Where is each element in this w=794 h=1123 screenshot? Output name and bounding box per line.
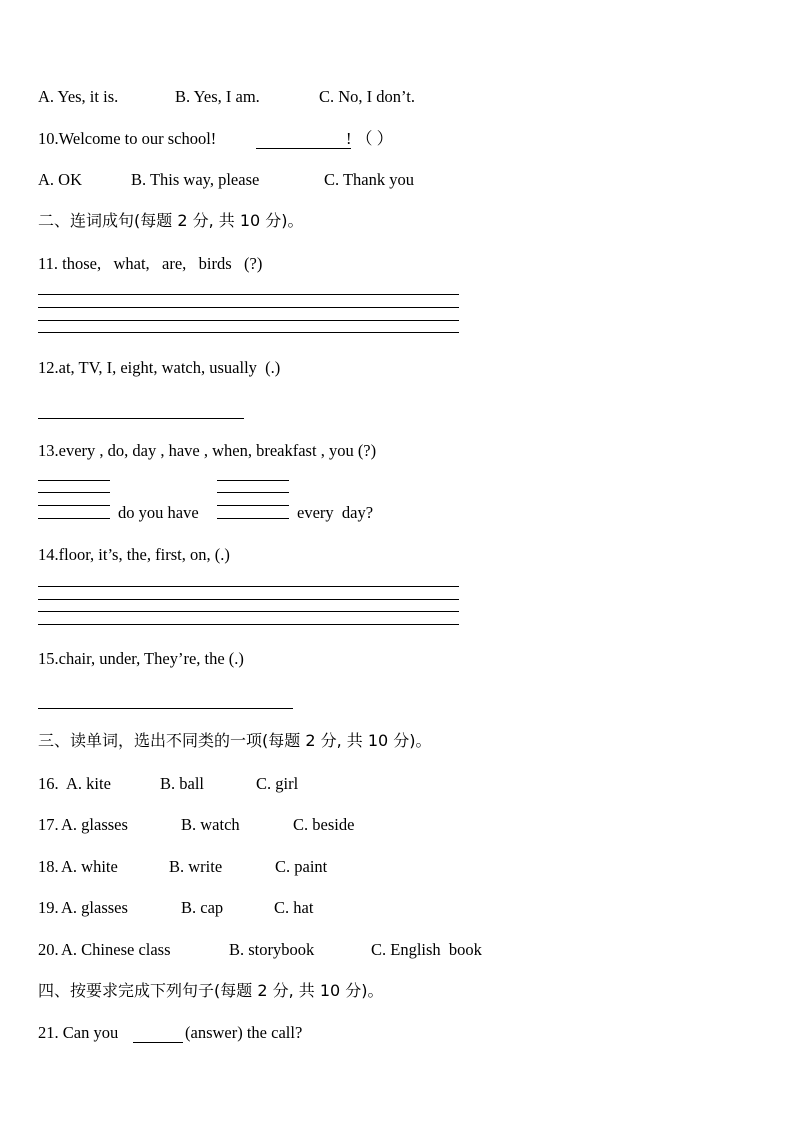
writing-line [38,586,459,587]
q12-answer-line[interactable] [38,418,244,419]
section-4-heading: 四、按要求完成下列句子(每题 2 分, 共 10 分)。 [38,981,384,1000]
writing-line [217,480,289,481]
writing-line [38,294,459,295]
q21-after-text: (answer) the call? [185,1023,303,1042]
q17-number: 17. [38,815,59,834]
writing-line [217,492,289,493]
writing-line [38,518,110,519]
q18-option-a[interactable]: A. white [61,857,118,876]
q9-option-a: A. Yes, it is. [38,87,119,106]
q10-option-c: C. Thank you [324,170,414,189]
q17-option-a[interactable]: A. glasses [61,815,128,834]
q20-option-a[interactable]: A. Chinese class [61,940,171,959]
writing-line [38,480,110,481]
writing-line [38,332,459,333]
q19-option-a[interactable]: A. glasses [61,898,128,917]
q13-end-text: every day? [297,503,374,522]
writing-line [38,599,459,600]
q12-prompt: 12.at, TV, I, eight, watch, usually (.) [38,358,281,377]
writing-line [38,320,459,321]
q18-number: 18. [38,857,59,876]
q19-number: 19. [38,898,59,917]
q16-option-c[interactable]: C. girl [256,774,299,793]
q10-answer-paren: （ ） [356,129,394,148]
writing-line [38,624,459,625]
q21-question [38,1023,303,1103]
q17-option-b[interactable]: B. watch [181,815,240,834]
q20-option-c[interactable]: C. English book [371,940,482,959]
q15-prompt: 15.chair, under, They’re, the (.) [38,649,244,668]
q10-stem: 10.Welcome to our school! [38,129,217,148]
q10-option-b: B. This way, please [131,170,260,189]
writing-line [38,492,110,493]
q16-number: 16. [38,774,59,793]
q21-before-text: 21. Can you [38,1023,123,1042]
q11-prompt: 11. those, what, are, birds (?) [38,254,263,273]
q10-exclamation: ! [346,129,352,148]
q19-option-c[interactable]: C. hat [274,898,314,917]
writing-line [38,611,459,612]
q9-option-b: B. Yes, I am. [175,87,260,106]
writing-line [38,505,110,506]
q20-option-b[interactable]: B. storybook [229,940,315,959]
q20-number: 20. [38,940,59,959]
q10-answer-blank[interactable] [256,129,351,149]
section-2-heading: 二、连词成句(每题 2 分, 共 10 分)。 [38,211,304,230]
q18-option-b[interactable]: B. write [169,857,223,876]
writing-line [217,518,289,519]
section-3-heading: 三、读单词，选出不同类的一项(每题 2 分, 共 10 分)。 [38,731,432,750]
q19-option-b[interactable]: B. cap [181,898,224,917]
q15-answer-line[interactable] [38,708,293,709]
q13-middle-text: do you have [118,503,199,522]
writing-line [38,307,459,308]
q9-option-c: C. No, I don’t. [319,87,415,106]
q10-option-a: A. OK [38,170,82,189]
q13-prompt: 13.every , do, day , have , when, breakfast , you (?) [38,441,377,460]
q21-answer-blank[interactable] [133,1023,183,1043]
q16-option-b[interactable]: B. ball [160,774,204,793]
q14-prompt: 14.floor, it’s, the, first, on, (.) [38,545,230,564]
writing-line [217,505,289,506]
q18-option-c[interactable]: C. paint [275,857,328,876]
q16-option-a[interactable]: A. kite [66,774,111,793]
q17-option-c[interactable]: C. beside [293,815,355,834]
